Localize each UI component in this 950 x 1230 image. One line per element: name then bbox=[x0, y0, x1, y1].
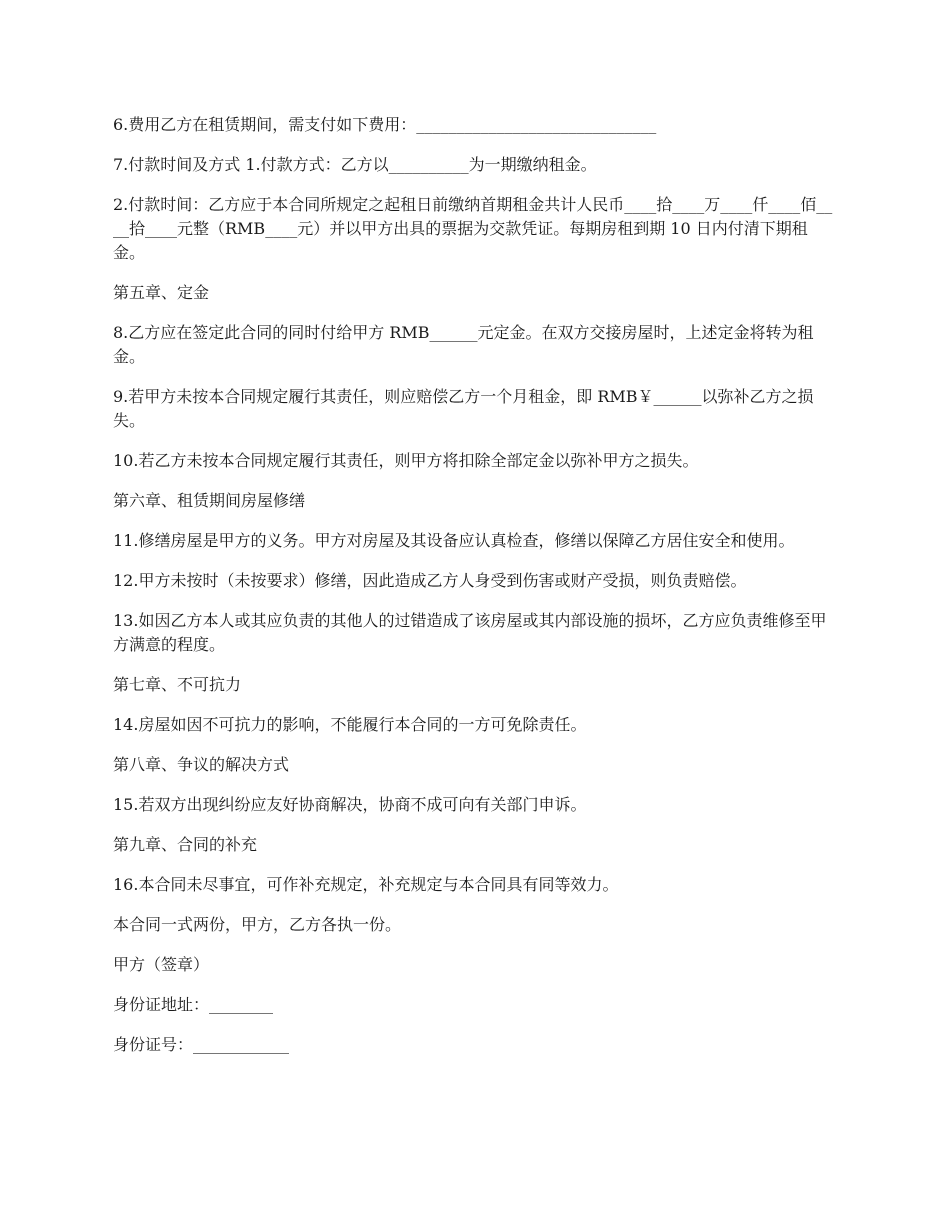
document-page bbox=[113, 113, 835, 1073]
copies-statement: 本合同一式两份，甲方，乙方各执一份。 bbox=[113, 915, 402, 934]
clause-10-tenant-breach: 10.若乙方未按本合同规定履行其责任，则甲方将扣除全部定金以弥补甲方之损失。 bbox=[113, 451, 699, 470]
chapter-8-heading: 第八章、争议的解决方式 bbox=[113, 755, 290, 774]
clause-13-tenant-damage: 13.如因乙方本人或其应负责的其他人的过错造成了该房屋或其内部设施的损坏，乙方应负责维修至甲方满意的程度。 bbox=[113, 611, 827, 654]
clause-15-dispute: 15.若双方出现纠纷应友好协商解决，协商不成可向有关部门申诉。 bbox=[113, 795, 587, 814]
clause-11-repair-duty: 11.修缮房屋是甲方的义务。甲方对房屋及其设备应认真检查，修缮以保障乙方居住安全和使用。 bbox=[113, 531, 795, 550]
party-a-signature-label: 甲方（签章） bbox=[113, 955, 210, 974]
chapter-6-heading: 第六章、租赁期间房屋修缮 bbox=[113, 491, 306, 510]
id-address-field: 身份证地址：________ bbox=[113, 995, 274, 1014]
clause-9-landlord-breach: 9.若甲方未按本合同规定履行其责任，则应赔偿乙方一个月租金，即 RMB￥______以弥补乙方之损失。 bbox=[113, 387, 814, 430]
clause-payment-time: 2.付款时间：乙方应于本合同所规定之起租日前缴纳首期租金共计人民币____拾____万____仟____佰____拾____元整（RMB____元）并以甲方出具的票据为交款凭证。每期房租到期 10 日内付清下期租金。 bbox=[113, 195, 833, 262]
clause-7-payment-method: 7.付款时间及方式 1.付款方式：乙方以__________为一期缴纳租金。 bbox=[113, 155, 597, 174]
chapter-5-heading: 第五章、定金 bbox=[113, 283, 210, 302]
chapter-9-heading: 第九章、合同的补充 bbox=[113, 835, 258, 854]
clause-16-supplement: 16.本合同未尽事宜，可作补充规定，补充规定与本合同具有同等效力。 bbox=[113, 875, 619, 894]
clause-14-force-majeure: 14.房屋如因不可抗力的影响，不能履行本合同的一方可免除责任。 bbox=[113, 715, 587, 734]
clause-6-fees: 6.费用乙方在租赁期间，需支付如下费用：______________________________ bbox=[113, 115, 657, 134]
clause-12-repair-compensation: 12.甲方未按时（未按要求）修缮，因此造成乙方人身受到伤害或财产受损，则负责赔偿。 bbox=[113, 571, 747, 590]
chapter-7-heading: 第七章、不可抗力 bbox=[113, 675, 242, 694]
clause-8-deposit: 8.乙方应在签定此合同的同时付给甲方 RMB______元定金。在双方交接房屋时，上述定金将转为租金。 bbox=[113, 323, 814, 366]
id-number-field: 身份证号：____________ bbox=[113, 1035, 290, 1054]
